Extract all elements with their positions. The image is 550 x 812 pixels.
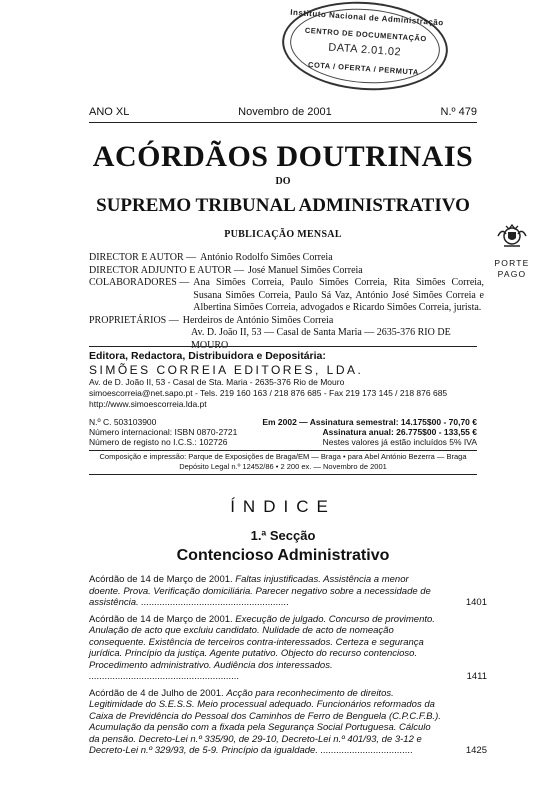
stamp-date: DATA 2.01.02 bbox=[327, 41, 402, 59]
subscription-prices bbox=[262, 417, 477, 447]
index-entry[interactable] bbox=[89, 688, 487, 757]
publication-frequency: PUBLICAÇÃO MENSAL bbox=[224, 229, 342, 240]
entry-summary: Faltas injustificadas. Assistência a menor doente. Prova. Verificação domiciliária. Parecer negativo sobre a necessidade de assistência. ........................................................ bbox=[89, 574, 431, 608]
staff-role: DIRECTOR E AUTOR — bbox=[89, 252, 197, 263]
pago-label: PAGO bbox=[497, 269, 527, 279]
staff-names: Ana Simões Correia, Paulo Simões Correia, Rita Simões Correia, Susana Simões Correia, Paulo Sá Vaz, António José Simões Correia e Albertina Simões Correia, advogados e Ricardo Simões Correia, jurista. bbox=[193, 277, 484, 313]
issue-number: N.º 479 bbox=[440, 106, 477, 118]
subscription-line: Assinatura anual: 26.775$00 - 133,55 € bbox=[322, 427, 477, 437]
entry-lead: Acórdão de 14 de Março de 2001. bbox=[89, 613, 233, 625]
proprietor-address: Av. D. João II, 53 — Casal de Santa Maria — 2635-376 RIO DE MOURO bbox=[191, 327, 451, 351]
staff-row bbox=[89, 252, 484, 265]
section-label: 1.ª Secção bbox=[250, 528, 316, 543]
staff-role: COLABORADORES — bbox=[89, 277, 190, 288]
publication-title: ACÓRDÃOS DOUTRINAIS bbox=[92, 140, 474, 173]
header-rule bbox=[89, 122, 477, 123]
staff-names: Herdeiros de António Simões Correia bbox=[182, 314, 334, 326]
entry-summary: Acção para reconhecimento de direitos. Legitimidade do S.E.S.S. Meio processual adequado. Funcionários reformados da Caixa de Previdência do Pessoal dos Caminhos de Ferro de Benguela (C.P.C.F.B.). Acumulação da pensão com a fixada pela Segurança Social Portuguesa. Cálculo da pensão. Decreto-Lei n.º 335/90, de 29-10, Decreto-Lei n.º 401/93, de 3-12 e Decreto-Lei n.º 329/93, de 5-9. Princípio da igualdade. ................................... bbox=[89, 687, 441, 756]
issue-date: Novembro de 2001 bbox=[238, 106, 332, 118]
issue-header bbox=[89, 106, 477, 118]
index-title: ÍNDICE bbox=[230, 497, 336, 516]
composition-line: Composição e impressão: Parque de Exposições de Braga/EM — Braga • para Abel António Bezerra — Braga bbox=[99, 452, 467, 461]
registration-line: N.º C. 503103900 bbox=[89, 417, 157, 427]
staff-row bbox=[89, 277, 484, 315]
volume-label: ANO XL bbox=[89, 106, 130, 118]
stamp-centre: CENTRO DE DOCUMENTAÇÃO bbox=[304, 25, 428, 44]
editora-rule-top bbox=[89, 346, 477, 347]
coat-of-arms-icon bbox=[495, 222, 529, 252]
entry-page: 1425 bbox=[465, 745, 487, 756]
registration-block bbox=[89, 417, 477, 447]
publisher-block bbox=[89, 350, 477, 410]
entry-lead: Acórdão de 4 de Julho de 2001. bbox=[89, 687, 224, 699]
section-heading: Contencioso Administrativo bbox=[176, 547, 390, 564]
staff-names: António Rodolfo Simões Correia bbox=[200, 252, 333, 263]
registration-left bbox=[89, 417, 237, 447]
staff-role: PROPRIETÁRIOS — bbox=[89, 314, 179, 326]
composition-rule bbox=[89, 450, 477, 451]
staff-row bbox=[89, 265, 484, 278]
publisher-address: Av. de D. João II, 53 - Casal de Sta. Maria - 2635-376 Rio de Mouro bbox=[89, 377, 345, 387]
porte-label: PORTE bbox=[494, 258, 530, 268]
index-entry[interactable] bbox=[89, 614, 487, 683]
legal-deposit-line: Depósito Legal n.º 12452/86 • 2 200 ex. — Novembro de 2001 bbox=[179, 462, 387, 471]
court-name: SUPREMO TRIBUNAL ADMINISTRATIVO bbox=[96, 195, 470, 216]
entry-summary: Execução de julgado. Concurso de provimento. Anulação de acto que excluiu candidato. Nulidade de acto de nomeação consequente. Existência de terceiros contra-interessados. Certeza e segurança jurídica. Princípio da justiça. Agente putativo. Objecto do recurso contencioso. Procedimento administrativo. Audiência dos interessados. ......................................................... bbox=[89, 613, 435, 682]
entry-lead: Acórdão de 14 de Março de 2001. bbox=[89, 574, 233, 585]
stamp-cota: COTA / OFERTA / PERMUTA bbox=[307, 60, 420, 77]
subscription-line: Nestes valores já estão incluídos 5% IVA bbox=[322, 437, 477, 447]
masthead-staff bbox=[89, 252, 484, 352]
staff-row bbox=[89, 327, 484, 352]
entry-page: 1401 bbox=[465, 597, 487, 608]
publisher-firm: SIMÕES CORREIA EDITORES, LDA. bbox=[89, 363, 364, 377]
index-entry[interactable] bbox=[89, 574, 487, 609]
subscription-line: Em 2002 — Assinatura semestral: 14.175$00 - 70,70 € bbox=[262, 417, 477, 427]
stamp-institution: Instituto Nacional de Administração bbox=[290, 7, 444, 28]
publisher-heading: Editora, Redactora, Distribuidora e Depositária: bbox=[89, 350, 326, 362]
entry-page: 1411 bbox=[466, 671, 487, 682]
library-stamp bbox=[279, 0, 451, 96]
postage-paid-mark bbox=[486, 222, 538, 280]
publisher-contacts: simoescorreia@net.sapo.pt - Tels. 219 160 163 / 218 876 685 - Fax 219 173 145 / 218 876 685 bbox=[89, 388, 448, 398]
staff-role: DIRECTOR ADJUNTO E AUTOR — bbox=[89, 264, 245, 276]
registration-line: Número de registo no I.C.S.: 102726 bbox=[89, 437, 228, 447]
publisher-url[interactable]: http://www.simoescorreia.lda.pt bbox=[89, 399, 207, 409]
staff-names: José Manuel Simões Correia bbox=[248, 264, 363, 276]
composition-block bbox=[89, 452, 477, 472]
index-entries bbox=[89, 574, 487, 762]
registration-line: Número internacional: ISBN 0870-2721 bbox=[89, 427, 238, 437]
title-connector: DO bbox=[275, 176, 291, 187]
staff-row bbox=[89, 315, 484, 328]
index-rule bbox=[89, 474, 477, 475]
